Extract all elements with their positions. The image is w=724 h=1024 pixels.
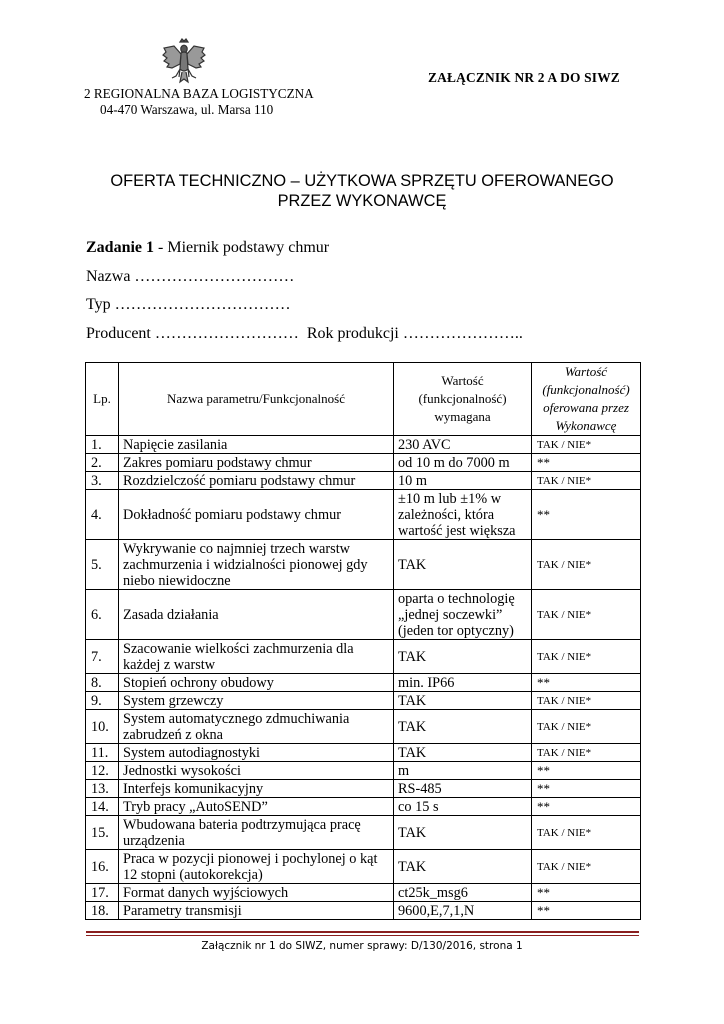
name-field: Nazwa ………………………… (86, 267, 295, 285)
header-lp: Lp. (86, 363, 119, 436)
task-label: Zadanie 1 (86, 239, 155, 256)
parameter-name: Rozdzielczość pomiaru podstawy chmur (119, 472, 394, 490)
parameter-name: System autodiagnostyki (119, 744, 394, 762)
offered-value: TAK / NIE* (532, 816, 641, 850)
row-number: 15. (86, 816, 119, 850)
required-value: TAK (394, 692, 532, 710)
table-row (86, 902, 641, 920)
offered-value: TAK / NIE* (532, 710, 641, 744)
parameter-name: Tryb pracy „AutoSEND” (119, 798, 394, 816)
table-row (86, 640, 641, 674)
required-value: TAK (394, 816, 532, 850)
required-value: co 15 s (394, 798, 532, 816)
production-year-field: Rok produkcji ………………….. (306, 324, 523, 342)
producer-year-line (86, 322, 523, 351)
offered-value: TAK / NIE* (532, 692, 641, 710)
offered-value: TAK / NIE* (532, 436, 641, 454)
parameter-name: Jednostki wysokości (119, 762, 394, 780)
table-row (86, 490, 641, 540)
task-value: - Miernik podstawy chmur (154, 239, 330, 256)
row-number: 7. (86, 640, 119, 674)
parameter-name: Napięcie zasilania (119, 436, 394, 454)
parameter-name: System automatycznego zdmuchiwania zabrudzeń z okna (119, 710, 394, 744)
parameter-name: Szacowanie wielkości zachmurzenia dla każdej z warstw (119, 640, 394, 674)
row-number: 8. (86, 674, 119, 692)
table-row (86, 540, 641, 590)
row-number: 9. (86, 692, 119, 710)
required-value: TAK (394, 850, 532, 884)
table-row (86, 798, 641, 816)
polish-eagle-emblem-icon (160, 38, 208, 86)
table-row (86, 780, 641, 798)
parameter-name: Zakres pomiaru podstawy chmur (119, 454, 394, 472)
page-footer: Załącznik nr 1 do SIWZ, numer sprawy: D/130/2016, strona 1 (201, 940, 523, 952)
offered-value: TAK / NIE* (532, 640, 641, 674)
table-row (86, 674, 641, 692)
row-number: 6. (86, 590, 119, 640)
required-value: TAK (394, 540, 532, 590)
row-number: 3. (86, 472, 119, 490)
header-parameter: Nazwa parametru/Funkcjonalność (119, 363, 394, 436)
row-number: 10. (86, 710, 119, 744)
table-row (86, 710, 641, 744)
parameter-name: Zasada działania (119, 590, 394, 640)
offered-value: ** (532, 674, 641, 692)
field-spacer (299, 325, 307, 342)
organization-block (84, 86, 314, 118)
parameter-name: System grzewczy (119, 692, 394, 710)
type-field: Typ …………………………… (86, 296, 291, 314)
table-row (86, 850, 641, 884)
required-value: TAK (394, 744, 532, 762)
footer-rule-thick (86, 931, 639, 933)
table-row (86, 590, 641, 640)
required-value: ±10 m lub ±1% w zależności, która wartość jest większa (394, 490, 532, 540)
parameter-name: Wbudowana bateria podtrzymująca pracę urządzenia (119, 816, 394, 850)
table-row (86, 762, 641, 780)
offered-value: ** (532, 490, 641, 540)
parameter-name: Dokładność pomiaru podstawy chmur (119, 490, 394, 540)
offered-value: ** (532, 884, 641, 902)
row-number: 4. (86, 490, 119, 540)
offered-value: TAK / NIE* (532, 540, 641, 590)
table-row (86, 472, 641, 490)
required-value: 230 AVC (394, 436, 532, 454)
parameter-name: Wykrywanie co najmniej trzech warstw zachmurzenia i widzialności pionowej gdy niebo niewidoczne (119, 540, 394, 590)
row-number: 2. (86, 454, 119, 472)
parameter-name: Praca w pozycji pionowej i pochylonej o kąt 12 stopni (autokorekcja) (119, 850, 394, 884)
required-value: RS-485 (394, 780, 532, 798)
parameter-name: Format danych wyjściowych (119, 884, 394, 902)
table-row (86, 692, 641, 710)
required-value: od 10 m do 7000 m (394, 454, 532, 472)
table-row (86, 454, 641, 472)
offered-value: ** (532, 762, 641, 780)
header-offered-value: Wartość (funkcjonalność) oferowana przez Wykonawcę (532, 363, 641, 436)
offered-value: ** (532, 902, 641, 920)
required-value: m (394, 762, 532, 780)
title-line-2: PRZEZ WYKONAWCĘ (277, 192, 447, 210)
parameters-table (85, 362, 641, 920)
offered-value: TAK / NIE* (532, 472, 641, 490)
offered-value: TAK / NIE* (532, 590, 641, 640)
task-line (86, 236, 523, 265)
required-value: ct25k_msg6 (394, 884, 532, 902)
table-header-row (86, 363, 641, 436)
header-required-value: Wartość (funkcjonalność) wymagana (394, 363, 532, 436)
offered-value: ** (532, 798, 641, 816)
footer-rule-thin (86, 935, 639, 936)
offer-fields (86, 236, 523, 350)
offered-value: TAK / NIE* (532, 744, 641, 762)
parameter-name: Parametry transmisji (119, 902, 394, 920)
table-row (86, 816, 641, 850)
organization-address: 04-470 Warszawa, ul. Marsa 110 (100, 102, 274, 117)
parameter-name: Interfejs komunikacyjny (119, 780, 394, 798)
table-row (86, 884, 641, 902)
row-number: 16. (86, 850, 119, 884)
row-number: 17. (86, 884, 119, 902)
page-title (60, 171, 664, 211)
offered-value: ** (532, 780, 641, 798)
required-value: min. IP66 (394, 674, 532, 692)
row-number: 12. (86, 762, 119, 780)
required-value: oparta o technologię „jednej soczewki” (jeden tor optyczny) (394, 590, 532, 640)
row-number: 11. (86, 744, 119, 762)
producer-field: Producent ……………………… (86, 324, 299, 342)
required-value: TAK (394, 640, 532, 674)
offered-value: TAK / NIE* (532, 850, 641, 884)
row-number: 5. (86, 540, 119, 590)
offered-value: ** (532, 454, 641, 472)
organization-name: 2 REGIONALNA BAZA LOGISTYCZNA (84, 86, 314, 101)
parameter-name: Stopień ochrony obudowy (119, 674, 394, 692)
row-number: 14. (86, 798, 119, 816)
required-value: 9600,E,7,1,N (394, 902, 532, 920)
row-number: 13. (86, 780, 119, 798)
table-row (86, 744, 641, 762)
title-line-1: OFERTA TECHNICZNO – UŻYTKOWA SPRZĘTU OFEROWANEGO (110, 172, 614, 190)
row-number: 18. (86, 902, 119, 920)
required-value: TAK (394, 710, 532, 744)
row-number: 1. (86, 436, 119, 454)
required-value: 10 m (394, 472, 532, 490)
annex-label: ZAŁĄCZNIK NR 2 A DO SIWZ (428, 70, 620, 85)
table-row (86, 436, 641, 454)
